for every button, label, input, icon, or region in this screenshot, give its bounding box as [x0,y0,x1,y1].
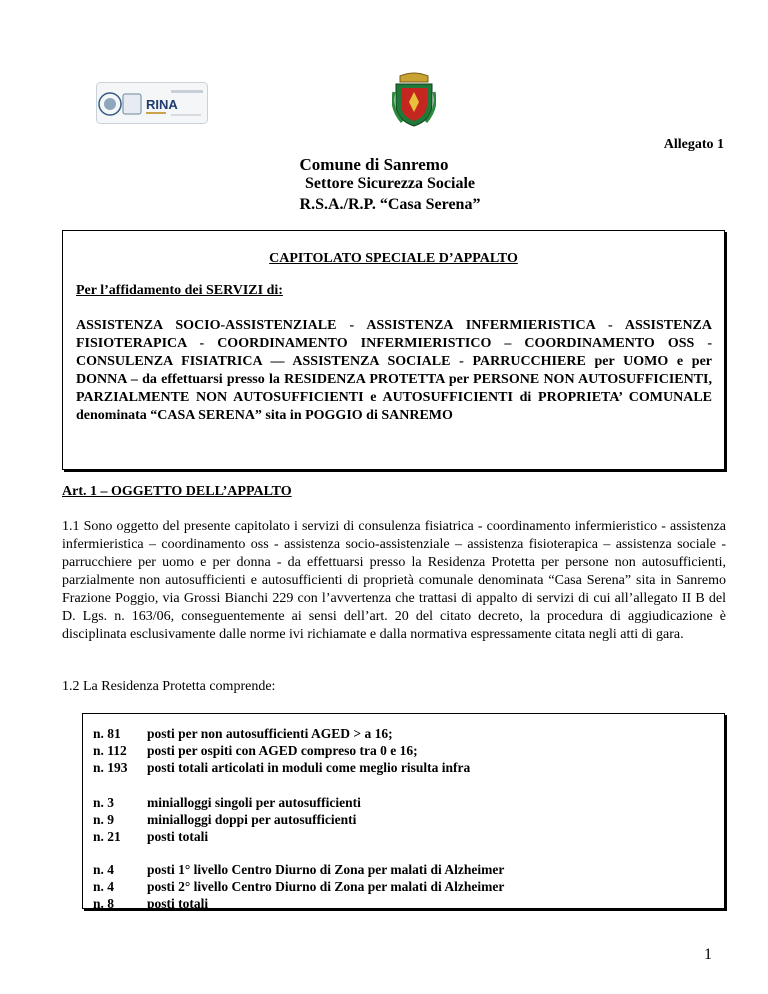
affidamento-subtitle: Per l’affidamento dei SERVIZI di: [76,283,283,298]
comune-title: Comune di Sanremo [299,155,449,174]
posti-row: n. 8 posti totali [93,896,209,911]
allegato-label: Allegato 1 [663,137,724,152]
posti-row: n. 193 posti totali articolati in moduli come meglio risulta infra [93,760,471,775]
rsa-title: R.S.A./R.P. “Casa Serena” [299,196,481,213]
rina-certification-logo [96,82,208,124]
servizi-description: ASSISTENZA SOCIO-ASSISTENZIALE - ASSISTENZA INFERMIERISTICA - ASSISTENZA FISIOTERAPICA - COORDINAMENTO INFERMIERISTICO – COORDINAMENTO OSS - CONSULENZA FISIATRICA — ASSISTENZA SOCIALE - PARRUCCHIERE per UOMO e per DONNA – da effettuarsi presso la RESIDENZA PROTETTA per PERSONE NON AUTOSUFFICIENTI, PARZIALMENTE NON AUTOSUFFICIENTI e AUTOSUFFICIENTI di PROPRIETA’ COMUNALE denominata “CASA SERENA” sita in POGGIO di SANREMO [76,318,712,423]
rina-logo-text: RINA [146,97,178,112]
capitolato-box [62,230,725,470]
posti-row: n. 4 posti 2° livello Centro Diurno di Zona per malati di Alzheimer [93,879,505,894]
posti-row: n. 3 minialloggi singoli per autosufficienti [93,795,361,810]
posti-row: n. 112 posti per ospiti con AGED compreso tra 0 e 16; [93,743,418,758]
art1-paragraph-1: 1.1 Sono oggetto del presente capitolato i servizi di consulenza fisiatrica - coordinamento infermieristico - assistenza infermieristica – coordinamento oss - assistenza socio-assistenziale – assistenza fisioterapica – assistenza sociale - parrucchiere per uomo e per donna - da effettuarsi presso la Residenza Protetta per persone non autosufficienti, parzialmente non autosufficienti e autosufficienti di proprietà comunale denominata “Casa Serena” sita in Sanremo Frazione Poggio, via Grossi Bianchi 229 con l’avvertenza che trattasi di appalto di servizi di cui all’allegato II B del D. Lgs. n. 163/06, conseguentemente ai sensi dell’art. 20 del citato decreto, la procedura di aggiudicazione è disciplinata esclusivamente dalle norme ivi richiamate e dalla normativa espressamente citata negli atti di gara. [62,519,726,642]
art1-heading: Art. 1 – OGGETTO DELL’APPALTO [62,484,292,499]
page-number: 1 [704,946,712,963]
posti-row: n. 4 posti 1° livello Centro Diurno di Zona per malati di Alzheimer [93,862,505,877]
comune-sanremo-crest [392,72,436,128]
posti-row: n. 81 posti per non autosufficienti AGED > a 16; [93,726,393,741]
posti-box [82,713,725,909]
capitolato-title: CAPITOLATO SPECIALE D’APPALTO [269,251,518,266]
settore-title: Settore Sicurezza Sociale [304,175,476,192]
posti-row: n. 21 posti totali [93,829,209,844]
posti-row: n. 9 minialloggi doppi per autosufficienti [93,812,357,827]
art1-paragraph-2: 1.2 La Residenza Protetta comprende: [62,679,276,694]
